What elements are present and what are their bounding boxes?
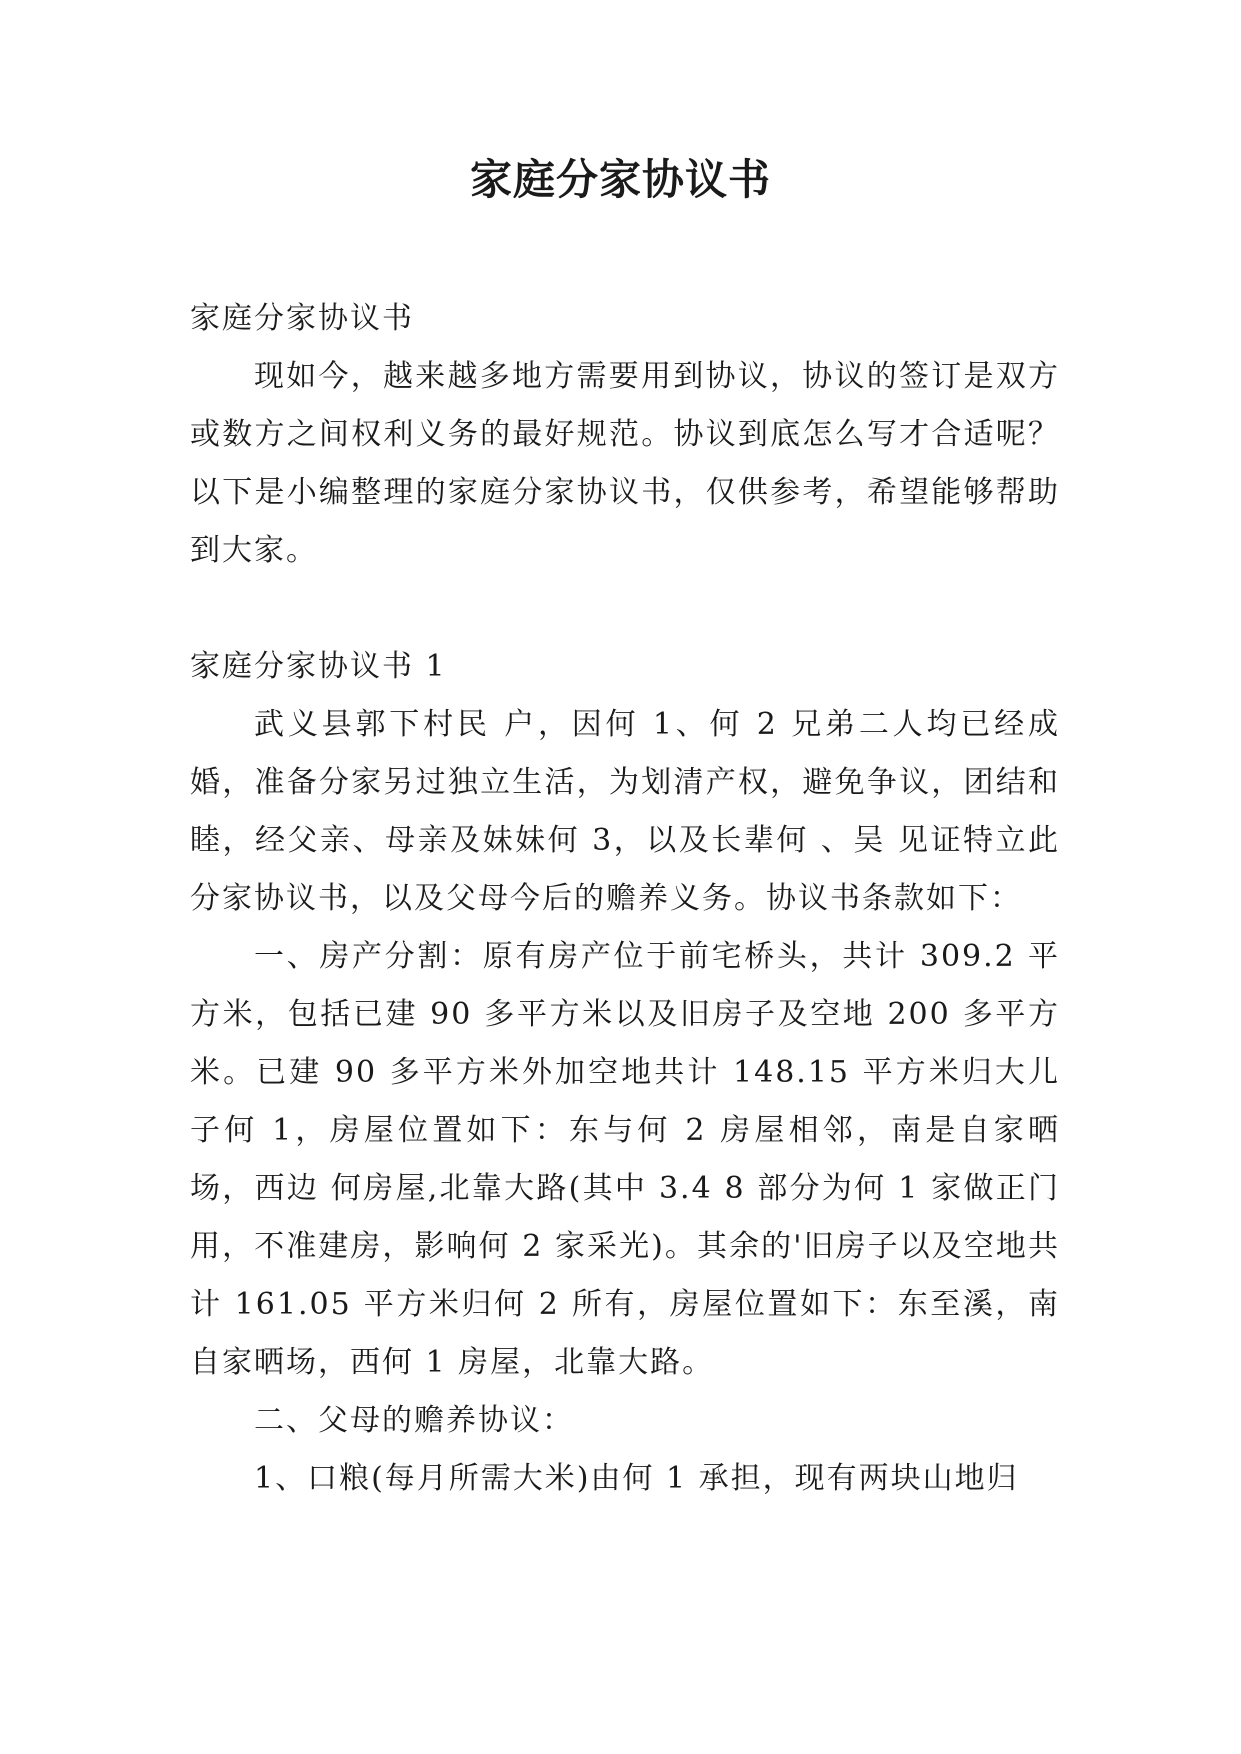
section1-paragraph-3: 二、父母的赡养协议：	[254, 1403, 574, 1438]
section1-paragraph-4: 1、口粮(每月所需大米)由何 1 承担，现有两块山地归	[254, 1461, 1019, 1496]
section-spacer	[190, 580, 1060, 638]
intro-heading: 家庭分家协议书	[190, 301, 414, 336]
section1-heading: 家庭分家协议书 1	[190, 649, 447, 684]
document-body	[190, 290, 1060, 1508]
intro-paragraph: 现如今，越来越多地方需要用到协议，协议的签订是双方或数方之间权利义务的最好规范。协议到底怎么写才合适呢？以下是小编整理的家庭分家协议书，仅供参考，希望能够帮助到大家。	[190, 359, 1060, 568]
section1-paragraph-1: 武义县郭下村民 户，因何 1、何 2 兄弟二人均已经成婚，准备分家另过独立生活，为划清产权，避免争议，团结和睦，经父亲、母亲及妹妹何 3，以及长辈何 、吴 见证特立此分家协议书，以及父母今后的赡养义务。协议书条款如下：	[190, 707, 1060, 916]
section1-paragraph-2: 一、房产分割：原有房产位于前宅桥头，共计 309.2 平方米，包括已建 90 多平方米以及旧房子及空地 200 多平方米。已建 90 多平方米外加空地共计 148.15 平方米归大儿子何 1，房屋位置如下：东与何 2 房屋相邻，南是自家晒场，西边 何房屋,北靠大路(其中 3.4 8 部分为何 1 家做正门用，不准建房，影响何 2 家采光)。其余的'旧房子以及空地共计 161.05 平方米归何 2 所有，房屋位置如下：东至溪，南自家晒场，西何 1 房屋，北靠大路。	[190, 939, 1060, 1380]
document-title: 家庭分家协议书	[469, 155, 771, 204]
